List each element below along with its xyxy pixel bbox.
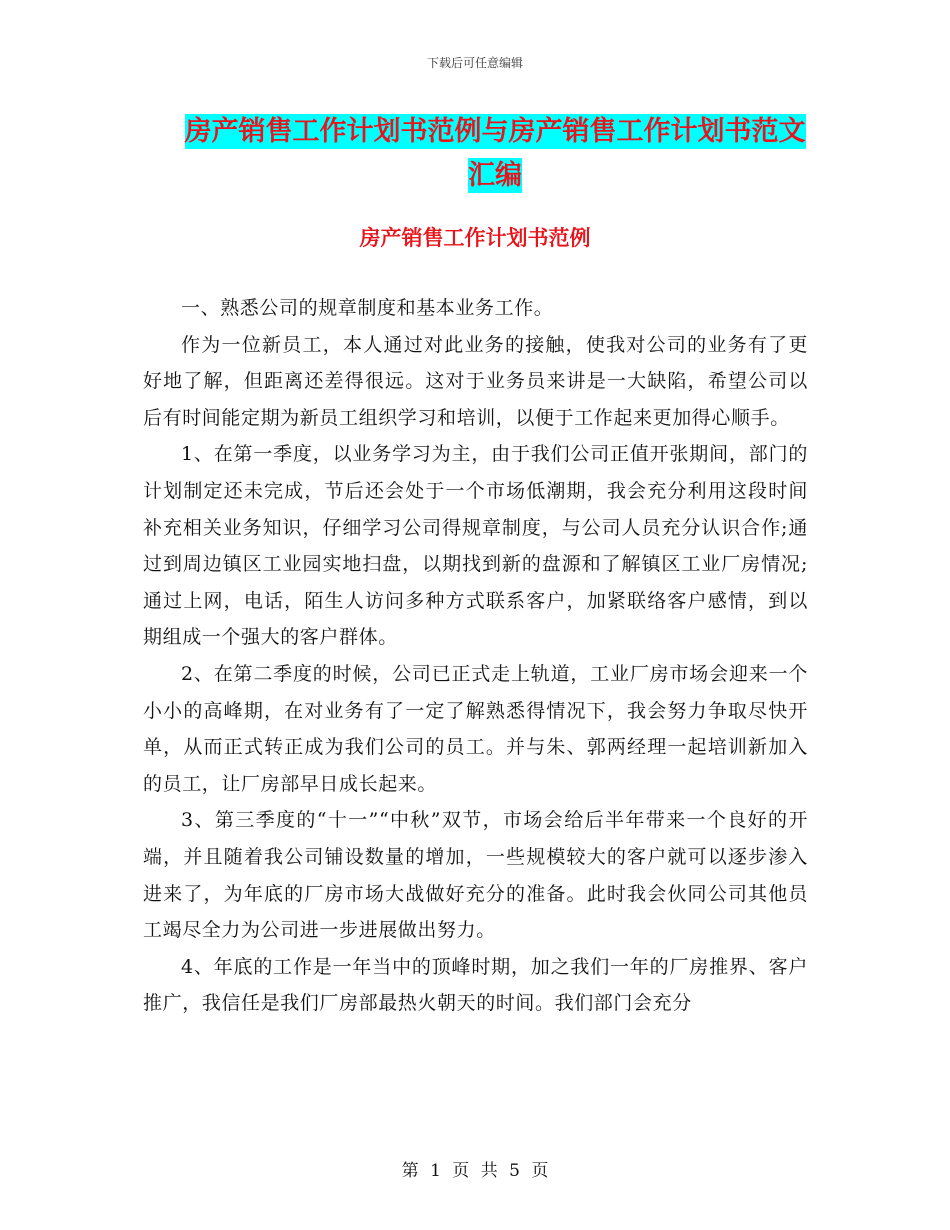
- section-title: 房产销售工作计划书范例: [359, 226, 591, 250]
- paragraph: 作为一位新员工，本人通过对此业务的接触，使我对公司的业务有了更好地了解，但距离还差得很远。这对于业务员来讲是一大缺陷，希望公司以后有时间能定期为新员工组织学习和培训，以便于工作起来更加得心顺手。: [143, 333, 808, 429]
- document-title-line1: 房产销售工作计划书范例与房产销售工作计划书范文: [184, 116, 806, 147]
- paragraph: 1、在第一季度，以业务学习为主，由于我们公司正值开张期间，部门的计划制定还未完成，节后还会处于一个市场低潮期，我会充分利用这段时间补充相关业务知识，仔细学习公司得规章制度，与公司人员充分认识合作;通过到周边镇区工业园实地扫盘，以期找到新的盘源和了解镇区工业厂房情况;通过上网，电话，陌生人访问多种方式联系客户，加紧联络客户感情，到以期组成一个强大的客户群体。: [143, 443, 808, 649]
- page-footer: 第 1 页 共 5 页: [401, 1161, 549, 1181]
- document-title-line2: 汇编: [468, 160, 522, 191]
- paragraph: 3、第三季度的“十一”“中秋”双节，市场会给后半年带来一个良好的开端，并且随着我公司铺设数量的增加，一些规模较大的客户就可以逐步渗入进来了，为年底的厂房市场大战做好充分的准备。此时我会伙同公司其他员工竭尽全力为公司进一步进展做出努力。: [143, 809, 808, 942]
- header-note: 下载后可任意编辑: [426, 56, 523, 70]
- paragraph: 一、熟悉公司的规章制度和基本业务工作。: [181, 297, 554, 319]
- paragraph: 4、年底的工作是一年当中的顶峰时期，加之我们一年的厂房推界、客户推广，我信任是我们厂房部最热火朝天的时间。我们部门会充分: [143, 955, 808, 1015]
- paragraph: 2、在第二季度的时候，公司已正式走上轨道，工业厂房市场会迎来一个小小的高峰期，在对业务有了一定了解熟悉得情况下，我会努力争取尽快开单，从而正式转正成为我们公司的员工。并与朱、郭两经理一起培训新加入的员工，让厂房部早日成长起来。: [143, 662, 808, 795]
- document-body: [143, 290, 808, 1022]
- document-title: [140, 110, 850, 198]
